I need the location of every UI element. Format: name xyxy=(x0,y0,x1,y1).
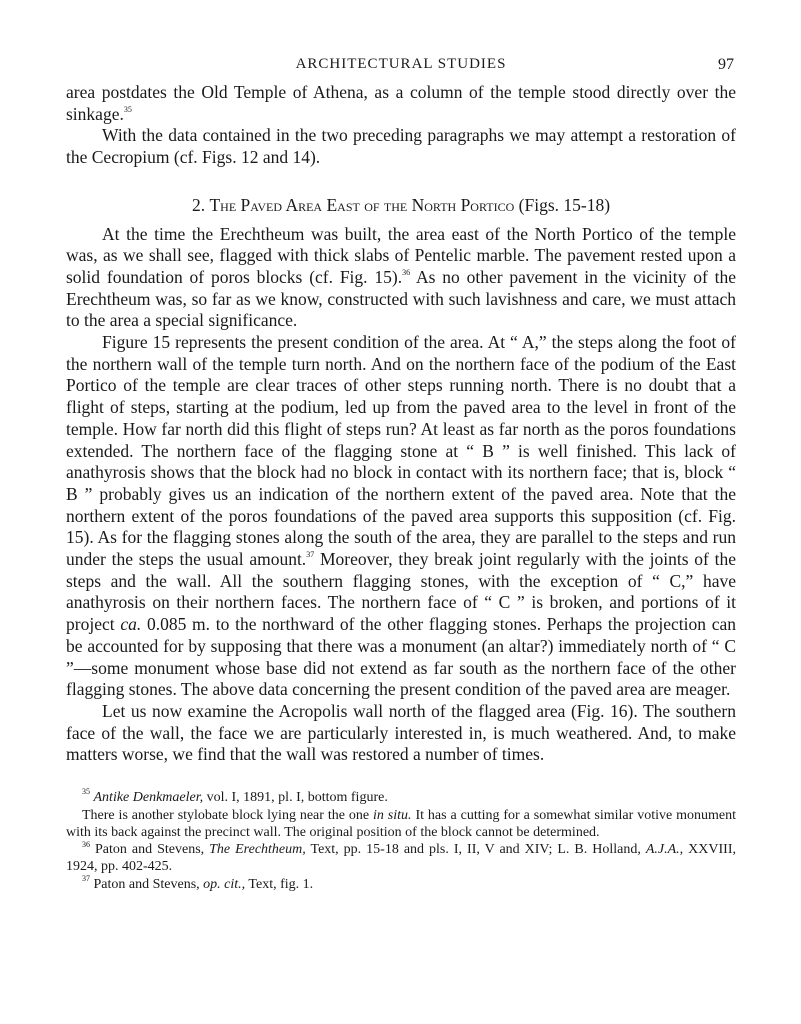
footnote-text: Text, pp. 15-18 and pls. I, II, V and XIV; L. B. Holland, xyxy=(305,842,646,858)
footnote-italic: Antike Denkmaeler, xyxy=(93,790,204,806)
footnote-text: It has a cutting for a somewhat similar votive monument with its back against the precinct wall. The original position of the block cannot be determined. xyxy=(66,807,737,840)
section-number: 2. xyxy=(191,194,206,215)
page-number: 97 xyxy=(718,56,734,73)
footnotes xyxy=(66,787,737,894)
footnote-36 xyxy=(66,839,736,876)
footnote-text: vol. I, 1891, pl. I, bottom figure. xyxy=(203,790,388,806)
footnote-italic: op. cit., xyxy=(203,877,246,893)
paragraph-cecropium xyxy=(66,125,736,168)
paragraph-text: area postdates the Old Temple of Athena, as a column of the temple stood directly over the sinkage. xyxy=(66,82,736,124)
footnote-35 xyxy=(66,787,736,807)
italic-ca: ca. xyxy=(120,614,142,635)
paragraph-text: Let us now examine the Acropolis wall north of the flagged area (Fig. 16). The southern face of the wall, the face we are particularly interested in, is much weathered. And, to make matters worse, we find that the wall was restored a number of times. xyxy=(66,700,736,765)
footnote-37 xyxy=(66,874,736,894)
paragraph-continued xyxy=(66,82,736,125)
footnote-ref-35: 35 xyxy=(123,104,132,114)
footnote-number: 37 xyxy=(82,874,90,884)
footnote-italic: The Erechtheum, xyxy=(209,842,306,858)
section-title: The Paved Area East of the North Portico xyxy=(209,194,515,215)
paragraph-figure-15 xyxy=(66,332,736,701)
paragraph-erechtheum xyxy=(66,224,736,333)
paragraph-acropolis-wall xyxy=(66,701,736,766)
footnote-35-continued xyxy=(66,808,736,842)
footnote-italic: in situ. xyxy=(373,807,412,823)
paragraph-text: Moreover, they break joint regularly with the joints of the steps and the wall. All the southern flagging stones, with the exception of “ C,” have anathyrosis on their northern faces. The northern face of “ C ” is broken, and portions of it project xyxy=(66,549,736,635)
footnote-ref-36: 36 xyxy=(402,268,411,278)
footnote-number: 35 xyxy=(82,787,90,797)
footnote-number: 36 xyxy=(82,839,90,849)
footnote-italic: A.J.A., xyxy=(645,842,684,858)
section-heading xyxy=(66,195,736,217)
page xyxy=(66,52,736,895)
section-figures: (Figs. 15-18) xyxy=(518,194,611,215)
running-head-title: ARCHITECTURAL STUDIES xyxy=(295,56,507,72)
footnote-text: XXVIII, 1924, pp. 402-425. xyxy=(66,842,736,875)
body-text xyxy=(66,82,736,766)
footnote-ref-37: 37 xyxy=(306,550,315,560)
paragraph-text: 0.085 m. to the northward of the other flagging stones. Perhaps the projection can be accounted for by supposing that there was a monument (an altar?) immediately north of “ C ”—some monument whose base did not extend as far south as the northern face of the other flagging stones. The above data concerning the present condition of the paved area are meager. xyxy=(66,614,736,700)
running-head xyxy=(66,52,736,78)
paragraph-text: With the data contained in the two preceding paragraphs we may attempt a restoration of the Cecropium (cf. Figs. 12 and 14). xyxy=(66,125,736,168)
paragraph-text: At the time the Erechtheum was built, the area east of the North Portico of the temple was, as we shall see, flagged with thick slabs of Pentelic marble. The pavement rested upon a solid foundation of poros blocks (cf. Fig. 15). xyxy=(66,223,736,287)
footnote-text: Text, fig. 1. xyxy=(245,877,314,893)
footnote-text: Paton and Stevens, xyxy=(90,842,210,858)
paragraph-text: Figure 15 represents the present condition of the area. At “ A,” the steps along the foot of the northern wall of the temple turn north. And on the northern face of the podium of the East Portico of the temple are clear traces of other steps running north. There is no doubt that a flight of steps, starting at the podium, led up from the paved area to the level in front of the temple. How far north did this flight of steps run? At least as far north as the poros foundations extended. The northern face of the flagging stone at “ B ” is well finished. This lack of anathyrosis shows that the block had no block in contact with its northern face; that is, block “ B ” probably gives us an indication of the northern extent of the paved area. Note that the northern extent of the poros foundations of the paved area supports this supposition (cf. Fig. 15). As for the flagging stones along the south of the area, they are parallel to the steps and run under the steps the usual amount. xyxy=(66,332,736,570)
footnote-text: Paton and Stevens, xyxy=(90,877,204,893)
paragraph-text: As no other pavement in the vicinity of the Erechtheum was, so far as we know, constructed with such lavishness and care, we must attach to the area a special significance. xyxy=(66,266,736,331)
footnote-text: There is another stylobate block lying near the one xyxy=(82,807,373,823)
